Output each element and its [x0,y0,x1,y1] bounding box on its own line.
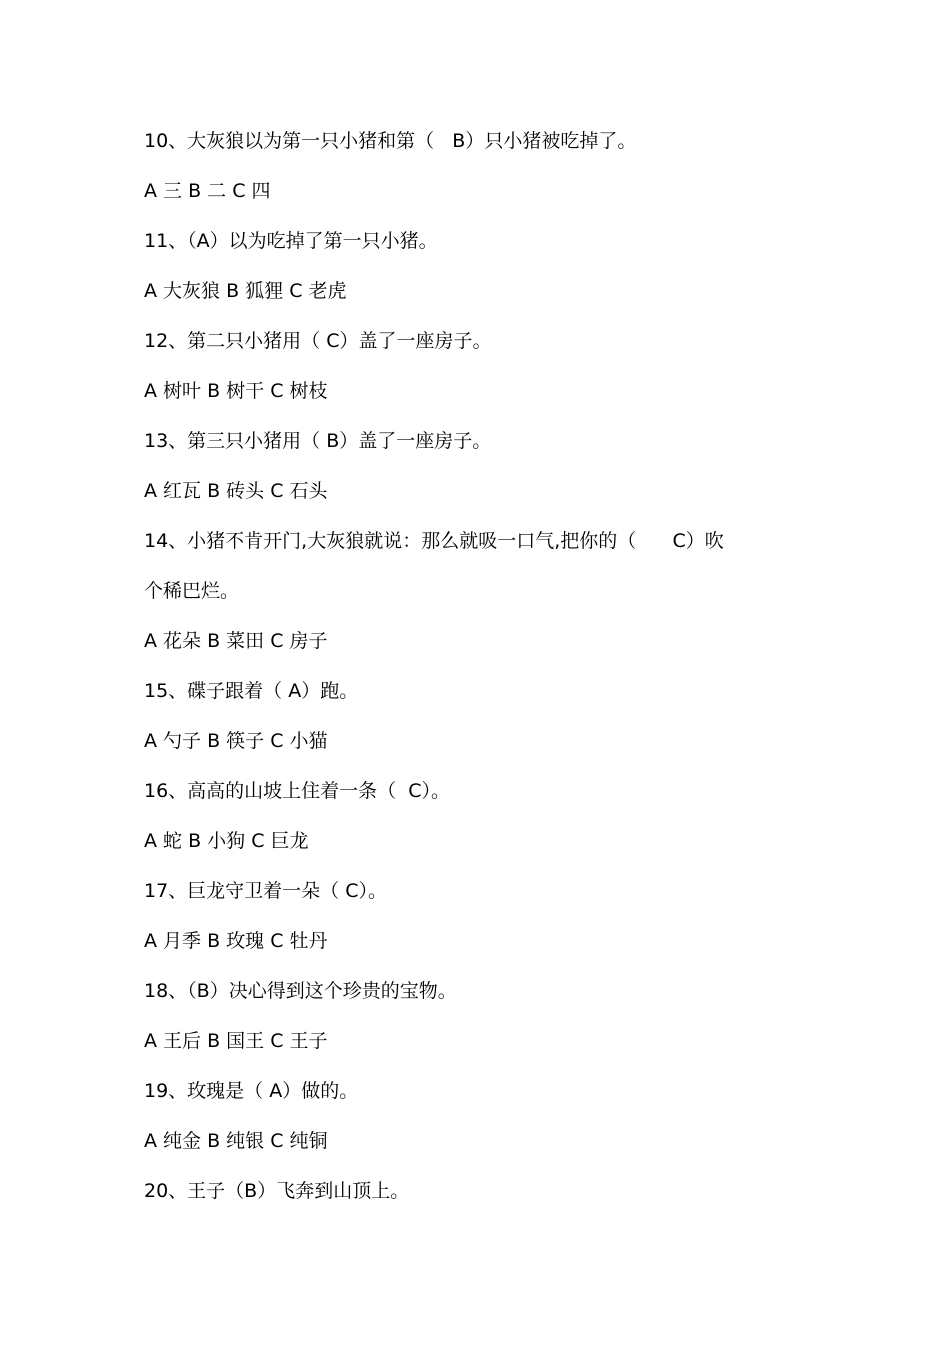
question-16: 16、高高的山坡上住着一条（ C）。 [144,780,451,802]
quiz-content [144,116,824,1216]
options-16: A 蛇 B 小狗 C 巨龙 [144,830,309,852]
options-15: A 勺子 B 筷子 C 小猫 [144,730,328,752]
options-17: A 月季 B 玫瑰 C 牡丹 [144,930,328,952]
question-14-continued: 个稀巴烂。 [144,580,240,602]
question-15: 15、碟子跟着（ A）跑。 [144,680,359,702]
options-13: A 红瓦 B 砖头 C 石头 [144,480,328,502]
question-13: 13、第三只小猪用（ B）盖了一座房子。 [144,430,492,452]
options-10: A 三 B 二 C 四 [144,180,271,202]
question-12: 12、第二只小猪用（ C）盖了一座房子。 [144,330,492,352]
question-17: 17、巨龙守卫着一朵（ C）。 [144,880,387,902]
options-14: A 花朵 B 菜田 C 房子 [144,630,328,652]
question-19: 19、玫瑰是（ A）做的。 [144,1080,359,1102]
question-20: 20、王子（B）飞奔到山顶上。 [144,1180,410,1202]
question-18: 18、（B）决心得到这个珍贵的宝物。 [144,980,457,1002]
options-11: A 大灰狼 B 狐狸 C 老虎 [144,280,347,302]
options-12: A 树叶 B 树干 C 树枝 [144,380,328,402]
question-10: 10、大灰狼以为第一只小猪和第（ B）只小猪被吃掉了。 [144,130,637,152]
options-19: A 纯金 B 纯银 C 纯铜 [144,1130,328,1152]
options-18: A 王后 B 国王 C 王子 [144,1030,328,1052]
question-14: 14、小猪不肯开门,大灰狼就说：那么就吸一口气,把你的（ C）吹 [144,530,724,552]
question-11: 11、（A）以为吃掉了第一只小猪。 [144,230,438,252]
